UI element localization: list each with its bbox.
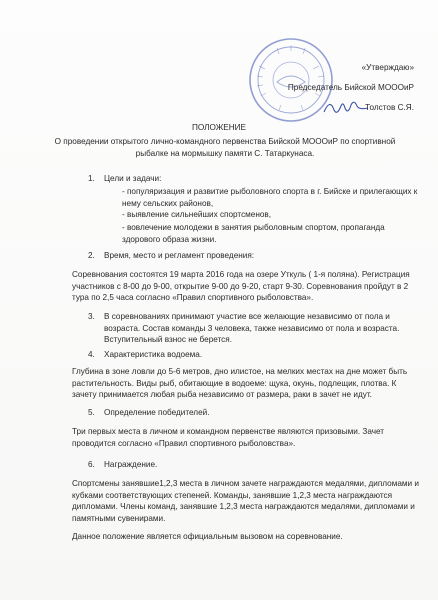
section-1-bullet-3: - вовлечение молодежи в занятия рыболовным спортом, пропаганда здорового образа жизни. [122, 223, 385, 244]
section-1-heading: Цели и задачи: [104, 174, 162, 183]
approval-line-3: Толстов С.Я. [365, 103, 414, 112]
document-subtitle: О проведении открытого лично-командного первенства Бийской МОООиР по спортивной рыбалке на мормышку памяти С. Татаркунаса. [54, 137, 396, 158]
document-title: ПОЛОЖЕНИЕ [191, 123, 246, 132]
approval-line-1: «Утверждаю» [361, 63, 414, 72]
section-2-heading: Время, место и регламент проведения: [104, 251, 255, 260]
section-1-number: 1. [88, 174, 95, 183]
section-2-text: Соревнования состоятся 19 марта 2016 года на озере Уткуль ( 1-я поляна). Регистрация участников с 8-00 до 9-00, открытие 9-00 до 9-20, старт 9-30. Соревнования пройдут в 2 тура по 2,5 часа согласно «Правил спортивного рыболовства». [72, 270, 410, 302]
section-6-number: 6. [88, 460, 95, 469]
signature-icon [322, 96, 370, 118]
section-4-number: 4. [88, 350, 95, 359]
section-5-text: Три первых места в личном и командном первенстве являются призовыми. Зачет проводится согласно «Правил спортивного рыболовства». [72, 427, 385, 448]
approval-line-2: Председатель Бийской МОООиР [287, 83, 414, 92]
section-6-heading: Награждение. [104, 460, 158, 469]
section-5-number: 5. [88, 408, 95, 417]
section-5-heading: Определение победителей. [104, 408, 210, 417]
section-4-heading: Характеристика водоема. [104, 350, 203, 359]
section-3-text: В соревнованиях принимают участие все желающие независимо от пола и возраста. Состав команды 3 человека, также независимо от пола и возраста. Вступительный взнос не берется. [104, 312, 400, 344]
section-1-bullet-1: - популяризация и развитие рыболовного спорта в г. Бийске и прилегающих к нему сельских районов, [122, 187, 418, 208]
section-4-text: Глубина в зоне ловли до 5-6 метров, дно илистое, на мелких местах на дне может быть растительность. Виды рыб, обитающие в водоеме: щука, окунь, подлещик, плотва. К зачету принимается любая рыба независимо от размера, раки в зачет не идут. [72, 367, 408, 399]
closing-statement: Данное положение является официальным вызовом на соревнование. [72, 532, 343, 541]
section-3-number: 3. [88, 312, 95, 321]
section-6-text: Спортсмены занявшие1,2,3 места в личном зачете награждаются медалями, дипломами и кубками соответствующих степеней. Команды, занявшие 1,2,3 места награждаются дипломами. Члены команд, занявшие 1,2,3 места награждаются медалями, дипломами и памятными сувенирами. [72, 479, 419, 523]
section-1-bullet-2: - выявление сильнейших спортсменов, [122, 210, 272, 219]
section-2-number: 2. [88, 251, 95, 260]
